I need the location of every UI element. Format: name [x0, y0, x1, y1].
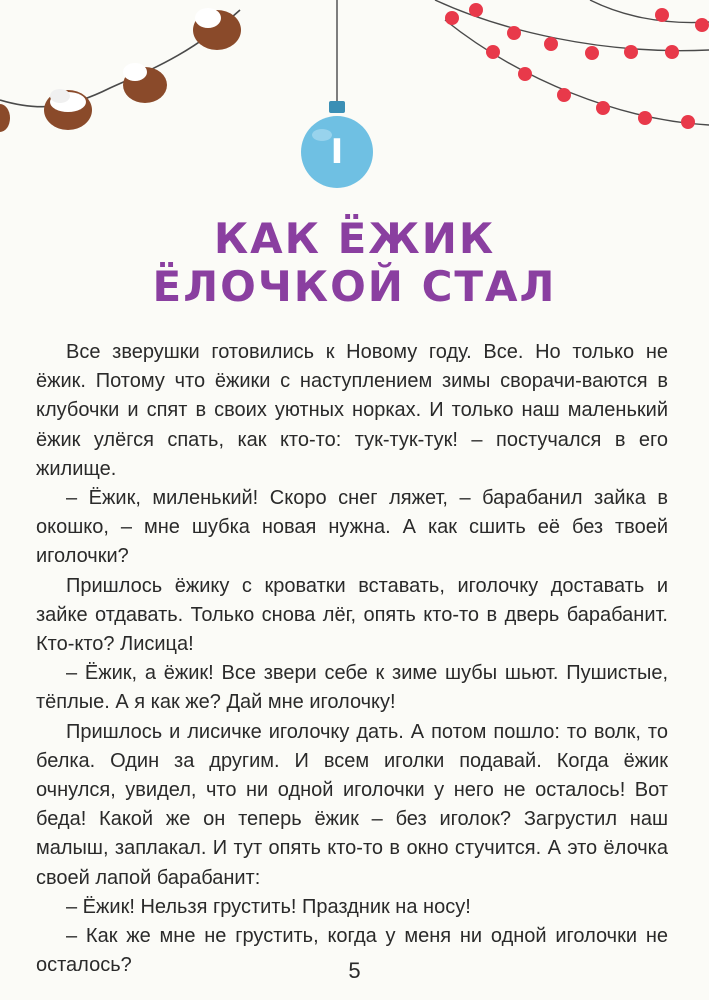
chapter-title: [0, 215, 709, 311]
garland-decoration: [0, 0, 709, 230]
chapter-title-line-1: КАК ЁЖИК: [213, 214, 496, 263]
paragraph: – Ёжик, миленький! Скоро снег ляжет, – барабанил зайка в окошко, – мне шубка новая нужна. А как сшить её без твоей иголочки?: [36, 487, 668, 568]
page-number: 5: [348, 958, 361, 983]
chapter-number: I: [330, 132, 344, 172]
paragraph: – Как же мне не грустить, когда у меня ни одной иголочки не осталось?: [36, 925, 668, 977]
mushroom-icon: [123, 63, 167, 103]
paragraph: – Ёжик! Нельзя грустить! Праздник на носу!: [66, 895, 471, 918]
mushroom-icon: [44, 89, 92, 130]
paragraph: Пришлось и лисичке иголочку дать. А потом пошло: то волк, то белка. Один за другим. И всем иголки подавай. Когда ёжик очнулся, увидел, что ни одной иголочки у него не осталось! Вот беда! Какой же он теперь ёжик – без иголок? Загрустил наш малыш, заплакал. И тут опять кто-то в окно стучится. А это ёлочка своей лапой барабанит:: [36, 720, 668, 889]
paragraph: Все зверушки готовились к Новому году. Все. Но только не ёжик. Потому что ёжики с наступлением зимы сворачи-ваются в клубочки и спят в своих уютных норках. И только наш маленький ёжик улёгся спать, как кто-то: тук-тук-тук! – постучался в его жилище.: [36, 341, 668, 480]
chapter-title-line-2: ЁЛОЧКОЙ СТАЛ: [152, 262, 557, 311]
mushroom-icon: [193, 8, 241, 50]
paragraph: Пришлось ёжику с кроватки вставать, иголочку доставать и зайке отдавать. Только снова лёг, опять кто-то в дверь барабанит. Кто-кто? Лисица!: [36, 574, 668, 656]
paragraph: – Ёжик, а ёжик! Все звери себе к зиме шубы шьют. Пушистые, тёплые. А я как же? Дай мне иголочку!: [36, 662, 668, 714]
mushroom-icon: [0, 104, 10, 132]
story-text: [36, 338, 668, 980]
